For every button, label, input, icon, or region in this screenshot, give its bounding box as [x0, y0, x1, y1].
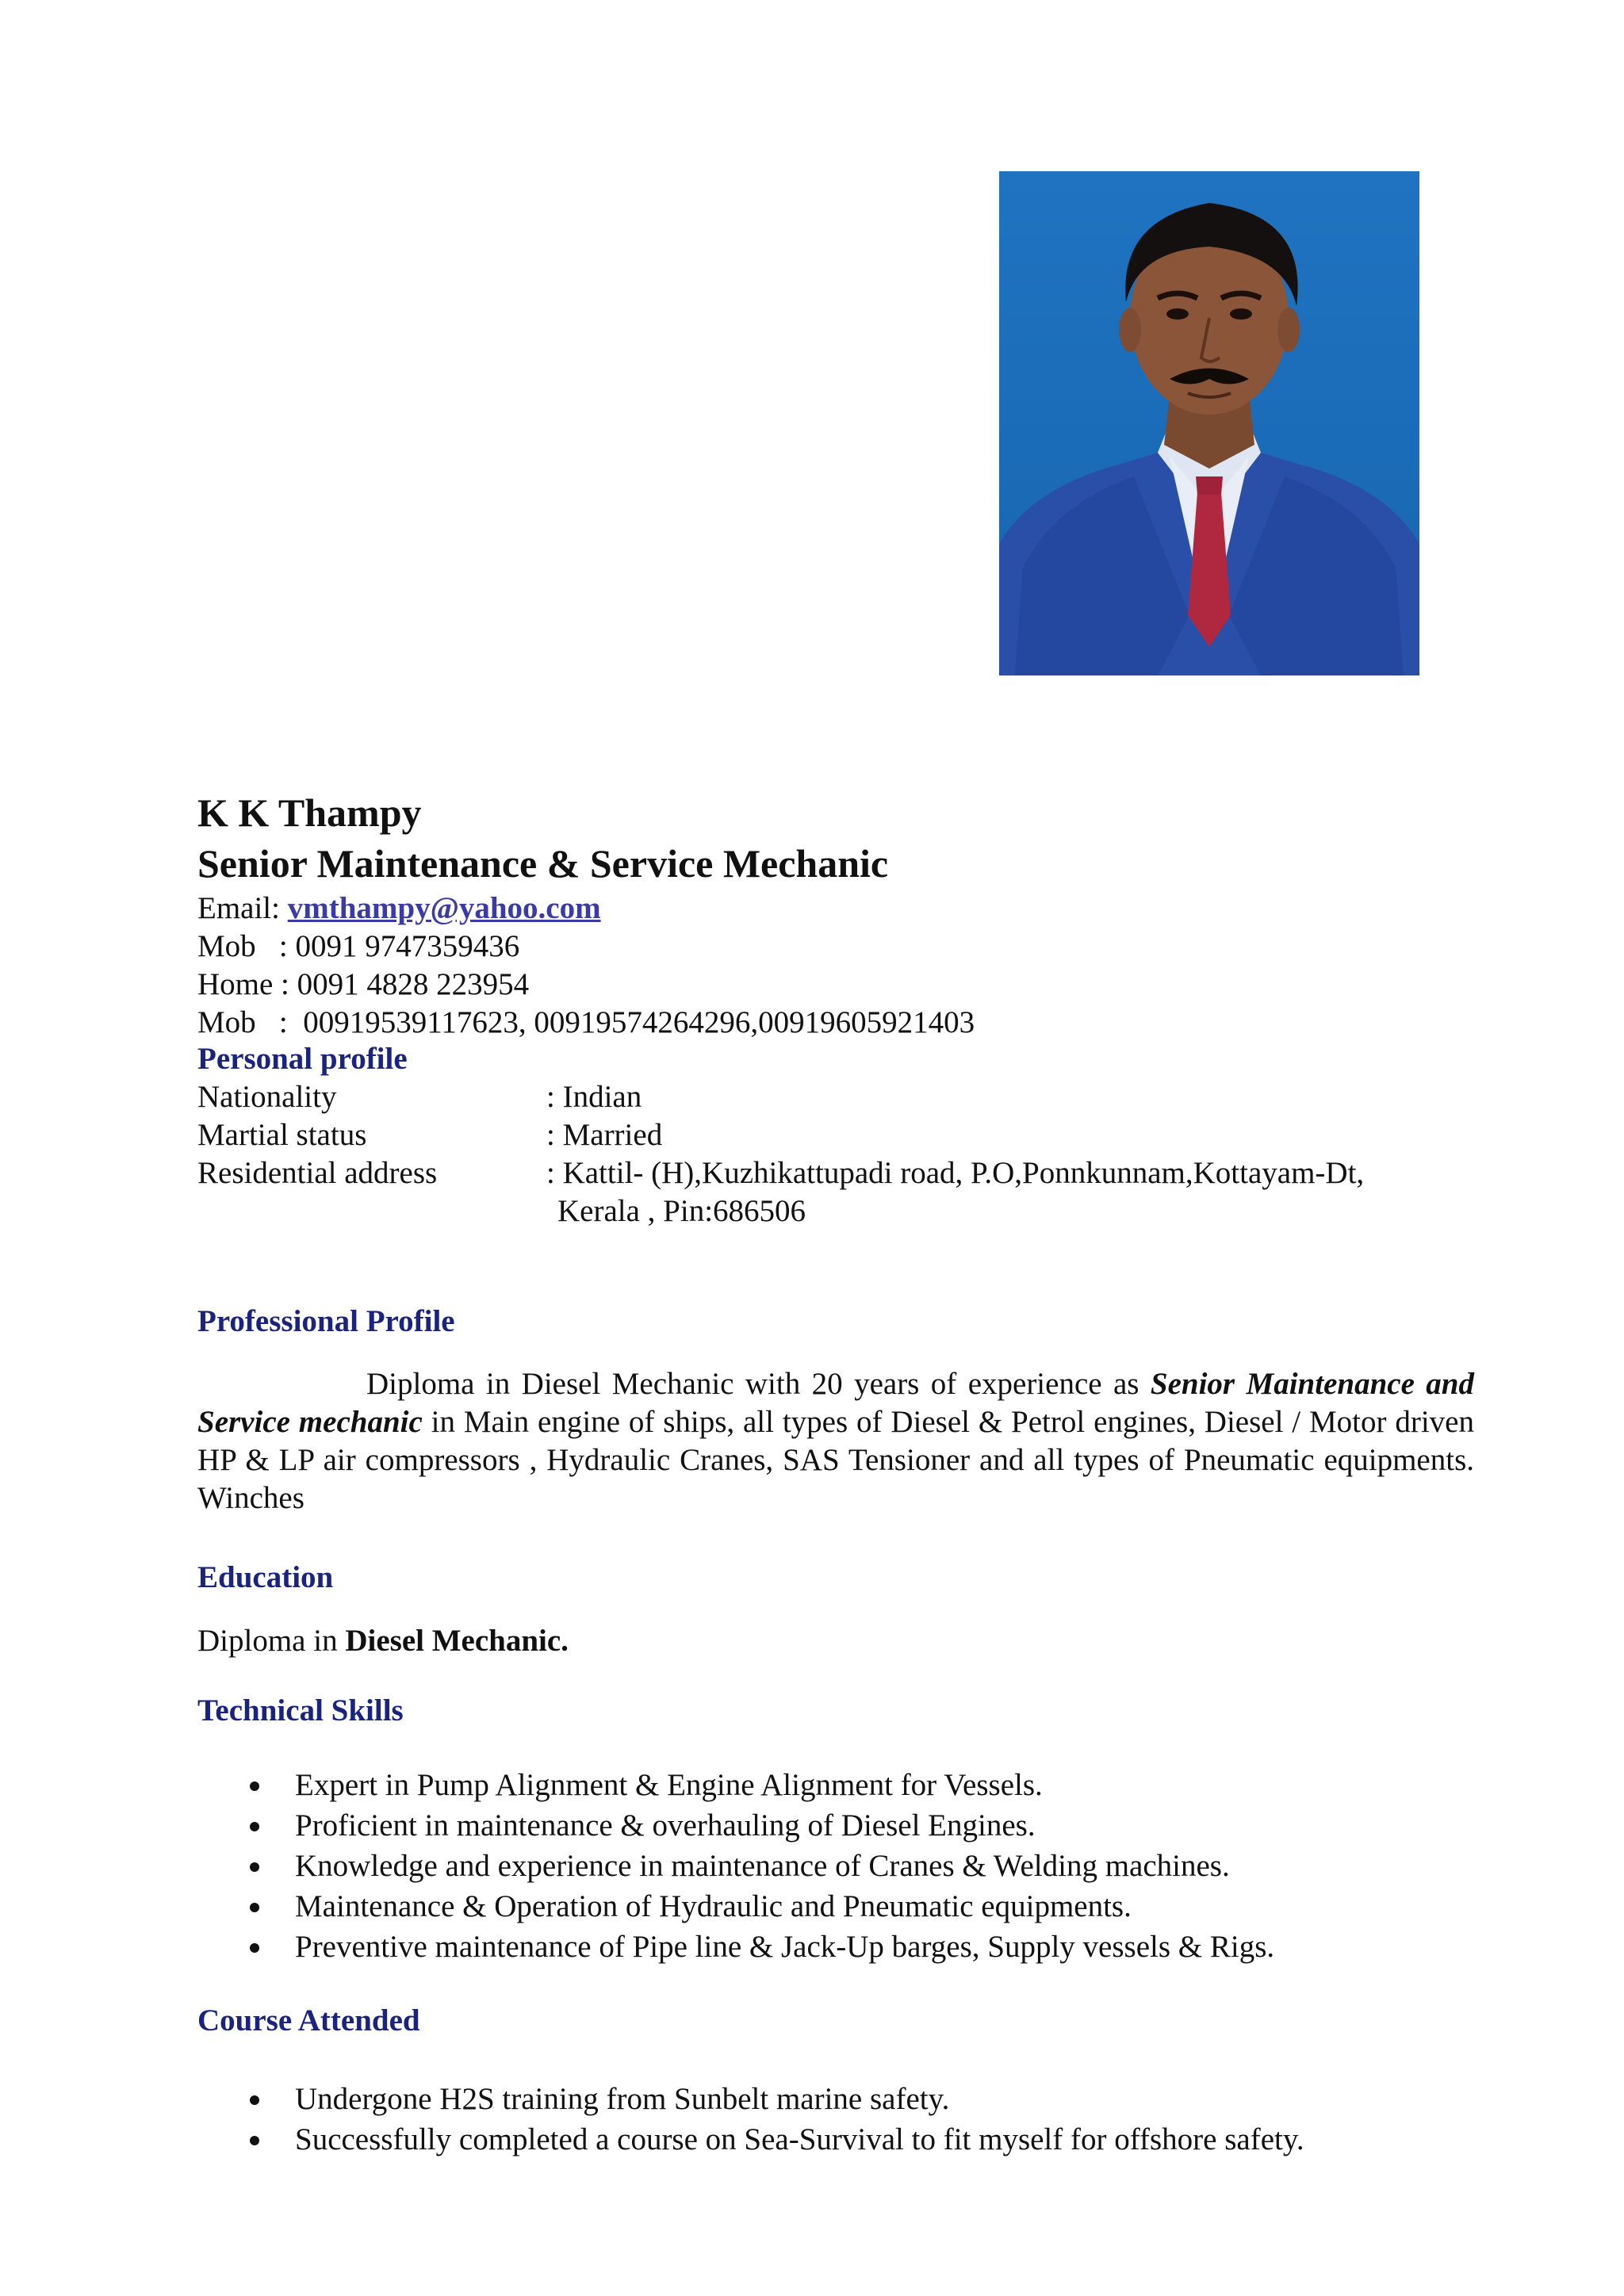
profile-row-residential-address [197, 1154, 1474, 1192]
professional-summary [197, 1365, 1474, 1517]
profile-row-marital-status [197, 1116, 1474, 1154]
bullet-icon [250, 1862, 259, 1872]
bullet-icon [250, 1903, 259, 1912]
profile-key: Residential address [197, 1156, 438, 1190]
bullet-icon [250, 2095, 259, 2105]
candidate-name: K K Thampy [197, 790, 422, 835]
job-title: Senior Maintenance & Service Mechanic [197, 841, 889, 886]
bullet-icon [250, 1943, 259, 1953]
list-item: Proficient in maintenance & overhauling of Diesel Engines. [197, 1805, 1474, 1846]
mobile-numbers-alt: Mob : 00919539117623, 00919574264296,00919605921403 [197, 1005, 975, 1039]
section-heading-education: Education [197, 1560, 334, 1594]
bullet-icon [250, 2136, 259, 2145]
summary-text: Diploma in Diesel Mechanic with 20 years of experience as [366, 1367, 1151, 1401]
email-line [197, 890, 1474, 928]
list-item: Successfully completed a course on Sea-Survival to fit myself for offshore safety. [197, 2119, 1474, 2160]
summary-text-cont: in Main engine of ships, all types of Diesel & Petrol engines, Diesel / Motor driven HP & LP air compressors , Hydraulic Cranes, SAS Tensioner and all types of Pneumatic equipments. Winches [197, 1405, 1474, 1515]
profile-row-nationality [197, 1078, 1474, 1116]
bullet-icon [250, 1781, 259, 1791]
summary-emphasis: Senior Maintenance and Service mechanic [197, 1367, 1474, 1439]
education-entry [197, 1622, 1474, 1660]
profile-value: : Married [546, 1118, 663, 1152]
profile-key: Martial status [197, 1118, 367, 1152]
education-degree: Diesel Mechanic. [345, 1624, 569, 1658]
profile-value: : Kattil- (H),Kuzhikattupadi road, P.O,Ponnkunnam,Kottayam-Dt, [546, 1156, 1365, 1190]
section-heading-personal-profile: Personal profile [197, 1042, 408, 1076]
education-prefix: Diploma in [197, 1624, 346, 1658]
email-label: Email: [197, 891, 288, 925]
list-item: Maintenance & Operation of Hydraulic and Pneumatic equipments. [197, 1886, 1474, 1927]
email-link[interactable]: vmthampy@yahoo.com [287, 891, 601, 925]
courses-list [197, 2079, 1474, 2160]
list-item: Expert in Pump Alignment & Engine Alignment for Vessels. [197, 1765, 1474, 1805]
technical-skills-list [197, 1765, 1474, 1967]
profile-photo [999, 171, 1419, 675]
home-number: Home : 0091 4828 223954 [197, 967, 530, 1001]
section-heading-technical-skills: Technical Skills [197, 1693, 404, 1728]
list-item: Preventive maintenance of Pipe line & Jack-Up barges, Supply vessels & Rigs. [197, 1927, 1474, 1967]
profile-key: Nationality [197, 1080, 337, 1114]
list-item: Knowledge and experience in maintenance of Cranes & Welding machines. [197, 1846, 1474, 1886]
address-line-2: Kerala , Pin:686506 [557, 1194, 806, 1228]
profile-value: : Indian [546, 1080, 642, 1114]
bullet-icon [250, 1822, 259, 1831]
mobile-number: Mob : 0091 9747359436 [197, 929, 520, 963]
list-item: Undergone H2S training from Sunbelt marine safety. [197, 2079, 1474, 2119]
section-heading-professional-profile: Professional Profile [197, 1304, 455, 1338]
section-heading-course-attended: Course Attended [197, 2003, 420, 2038]
